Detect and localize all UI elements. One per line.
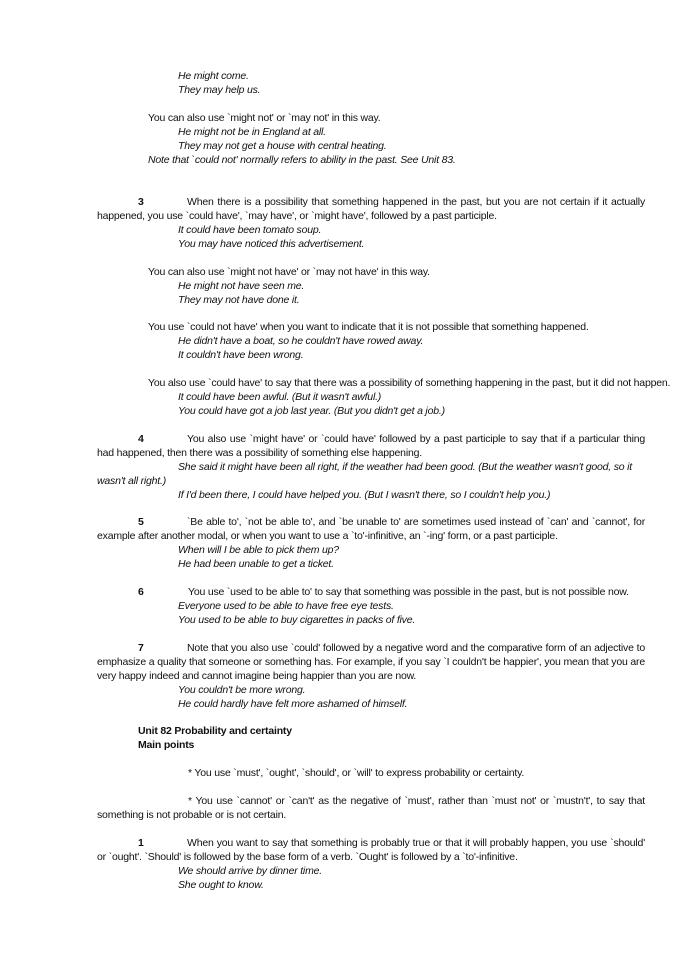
example-sentence: It couldn't have been wrong. — [178, 349, 304, 361]
example-sentence: She said it might have been all right, if the weather had been good. (But the weather wasn't good, so it wasn't all right.) — [97, 461, 633, 487]
example-sentence: He might come. — [178, 70, 249, 82]
section-paragraph: When you want to say that something is probably true or that it will probably happen, you use `should' or `ought'. `Should' is followed by the base form of a verb. `Ought' is followed by a `to'-infinitive. — [97, 837, 645, 863]
example-sentence: It could have been tomato soup. — [178, 224, 322, 236]
usage-note: Note that `could not' normally refers to ability in the past. See Unit 83. — [148, 154, 456, 166]
example-sentence: He didn't have a boat, so he couldn't have rowed away. — [178, 335, 424, 347]
section-paragraph: You use `used to be able to' to say that something was possible in the past, but is not possible now. — [188, 586, 629, 598]
section-paragraph: When there is a possibility that something happened in the past, but you are not certain if it actually happened, you use `could have', `may have', or `might have', followed by a past participle. — [97, 196, 645, 222]
example-sentence: He had been unable to get a ticket. — [178, 558, 334, 570]
example-sentence: They may not have done it. — [178, 294, 300, 306]
usage-intro: You use `could not have' when you want to indicate that it is not possible that something happened. — [148, 321, 589, 333]
usage-intro: You can also use `might not' or `may not' in this way. — [148, 112, 381, 124]
example-sentence: She ought to know. — [178, 879, 264, 891]
example-sentence: Everyone used to be able to have free eye tests. — [178, 600, 394, 612]
example-sentence: When will I be able to pick them up? — [178, 544, 339, 556]
usage-intro: You also use `could have' to say that there was a possibility of something happening in the past, but it did not happen. — [148, 377, 671, 389]
example-sentence: He might not have seen me. — [178, 280, 305, 292]
example-sentence: We should arrive by dinner time. — [178, 865, 322, 877]
section-paragraph: Note that you also use `could' followed by a negative word and the comparative form of an adjective to emphasize a quality that someone or something has. For example, if you say `I couldn't be happier', you mean that you are very happy indeed and cannot imagine being happier than you are now. — [97, 642, 645, 682]
usage-intro: You can also use `might not have' or `may not have' in this way. — [148, 266, 430, 278]
main-point: * You use `cannot' or `can't' as the negative of `must', rather than `must not' or `mustn't', to say that something is not probable or is not certain. — [97, 795, 645, 821]
example-sentence: You could have got a job last year. (But you didn't get a job.) — [178, 405, 445, 417]
unit-subtitle: Main points — [138, 739, 195, 751]
example-sentence: You couldn't be more wrong. — [178, 684, 306, 696]
example-sentence: They may help us. — [178, 84, 261, 96]
example-sentence: If I'd been there, I could have helped you. (But I wasn't there, so I couldn't help you.) — [178, 489, 551, 501]
main-point: * You use `must', `ought', `should', or `will' to express probability or certainty. — [188, 767, 525, 779]
section-number: 6 — [138, 586, 144, 598]
section-number: 4 — [138, 433, 144, 445]
example-sentence: You used to be able to buy cigarettes in packs of five. — [178, 614, 416, 626]
example-sentence: He could hardly have felt more ashamed of himself. — [178, 698, 408, 710]
section-paragraph: You also use `might have' or `could have' followed by a past participle to say that if a particular thing had happened, then there was a possibility of something else happening. — [97, 433, 645, 459]
example-sentence: He might not be in England at all. — [178, 126, 326, 138]
example-sentence: They may not get a house with central heating. — [178, 140, 387, 152]
section-number: 5 — [138, 516, 144, 528]
section-paragraph: `Be able to', `not be able to', and `be unable to' are sometimes used instead of `can' and `cannot', for example after another modal, or when you want to use a `to'-infinitive, an `-ing' form, or a past participle. — [97, 516, 645, 542]
section-number: 3 — [138, 196, 144, 208]
section-number: 7 — [138, 642, 144, 654]
section-number: 1 — [138, 837, 144, 849]
example-sentence: You may have noticed this advertisement. — [178, 238, 365, 250]
example-sentence: It could have been awful. (But it wasn't awful.) — [178, 391, 382, 403]
unit-title: Unit 82 Probability and certainty — [138, 725, 292, 737]
